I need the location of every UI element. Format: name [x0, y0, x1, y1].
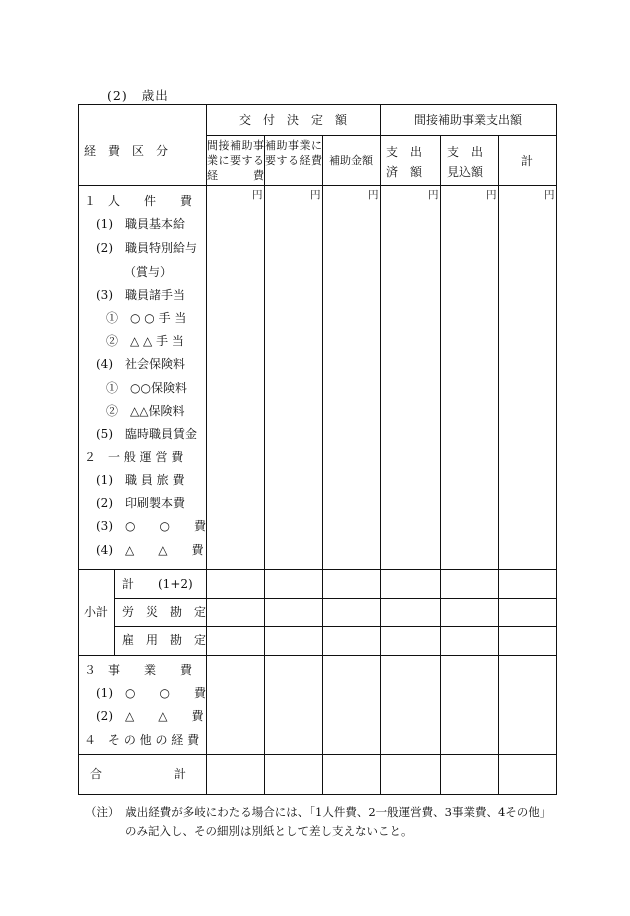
row-label: (1) 職員基本給	[96, 217, 185, 231]
row-label: (4) △ △ 費	[96, 543, 204, 557]
row-label: (1) ○ ○ 費	[96, 686, 206, 700]
header-category: 経 費 区 分	[84, 144, 169, 158]
header-indirect-group: 間接補助事業支出額	[413, 113, 522, 127]
unit-yen: 円	[428, 189, 439, 201]
row-label: (3) 職員諸手当	[96, 288, 185, 302]
row-label: (5) 臨時職員賃金	[96, 427, 197, 441]
row-label: ① ○○保険料	[106, 381, 187, 395]
row-label: (2) 職員特別給与	[96, 241, 197, 255]
row-label: ２ 一 般 運 営 費	[84, 450, 184, 464]
note-line-2: のみ記入し、その細別は別紙として差し支えないこと。	[125, 824, 413, 838]
subtotal-row: 雇 用 勘 定	[122, 633, 207, 647]
section-title: 歳出	[141, 88, 169, 103]
row-label: (1) 職 員 旅 費	[96, 473, 185, 487]
subtotal-row: 労 災 勘 定	[122, 605, 207, 619]
header-grant-col-1: 間接補助事業に要する経費	[207, 139, 264, 182]
header-projected-b: 見込額	[447, 165, 484, 179]
header-expended-a: 支 出	[386, 145, 423, 159]
header-total: 計	[520, 154, 533, 168]
header-grant-group: 交 付 決 定 額	[238, 113, 347, 127]
footnote	[85, 803, 565, 841]
row-label: (3) ○ ○ 費	[96, 519, 206, 533]
note-prefix: （注）	[85, 805, 114, 819]
grand-total-label: 合 計	[90, 767, 187, 781]
header-grant-col-3: 補助金額	[329, 154, 373, 167]
subtotal-label: 小計	[84, 605, 109, 619]
row-label: （賞与）	[124, 265, 173, 279]
row-label: (2) △ △ 費	[96, 709, 204, 723]
section-number: (2)	[107, 88, 128, 103]
row-label: ① ○ ○ 手 当	[106, 311, 187, 325]
row-label: １ 人 件 費	[84, 194, 193, 208]
header-grant-col-2: 補助事業に要する経費	[265, 139, 322, 167]
row-label: ３ 事 業 費	[84, 663, 193, 677]
subtotal-row: 計 (1+2)	[122, 577, 193, 591]
unit-yen: 円	[310, 189, 321, 201]
header-projected-a: 支 出	[447, 145, 484, 159]
note-line-1: 歳出経費が多岐にわたる場合には、「1人件費、2一般運営費、3事業費、4その他」	[125, 805, 552, 819]
unit-yen: 円	[544, 189, 555, 201]
header-expended-b: 済 額	[386, 165, 423, 179]
unit-yen: 円	[252, 189, 263, 201]
row-label: ４ そ の 他 の 経 費	[84, 733, 200, 747]
row-label: ② △△保険料	[106, 404, 185, 418]
unit-yen: 円	[486, 189, 497, 201]
row-label: ② △ △ 手 当	[106, 334, 184, 348]
row-label: (2) 印刷製本費	[96, 496, 185, 510]
row-label: (4) 社会保険料	[96, 357, 185, 371]
unit-yen: 円	[368, 189, 379, 201]
